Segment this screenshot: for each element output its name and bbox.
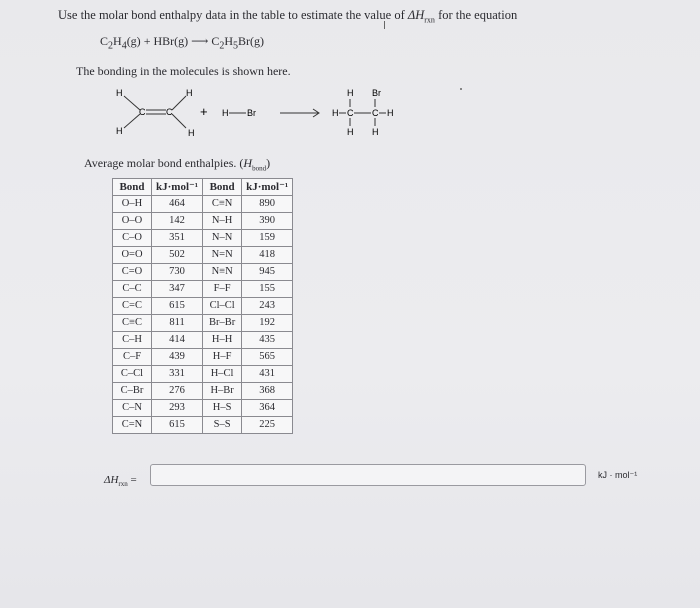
table-row <box>113 196 293 213</box>
bond-cell: C=C <box>113 298 152 315</box>
table-body <box>113 196 293 434</box>
enthalpy-cell: 811 <box>152 315 203 332</box>
enthalpy-cell: 368 <box>242 383 293 400</box>
diagram-plus: + <box>200 104 208 119</box>
atom-h: H <box>188 128 195 138</box>
atom-h: H <box>347 127 354 137</box>
caption-text: Average molar bond enthalpies. <box>84 156 237 170</box>
atom-h: H <box>347 88 354 98</box>
bond-cell: H–Cl <box>203 366 242 383</box>
eq-sub: 5 <box>233 40 239 52</box>
eq-sub: 2 <box>219 40 225 52</box>
atom-c: C <box>166 107 173 117</box>
bond-cell: H–S <box>203 400 242 417</box>
atom-br: Br <box>247 108 256 118</box>
atom-h: H <box>116 126 123 136</box>
bond-cell: C–C <box>113 281 152 298</box>
atom-c: C <box>139 107 146 117</box>
eq-h: H <box>113 34 122 48</box>
answer-input[interactable] <box>150 464 586 486</box>
bond-cell: C–Br <box>113 383 152 400</box>
enthalpy-cell: 414 <box>152 332 203 349</box>
bond-cell: C–Cl <box>113 366 152 383</box>
eq-plus: + <box>143 34 151 48</box>
reaction-arrow-graphic <box>280 109 319 117</box>
header-bond: Bond <box>113 179 152 196</box>
enthalpy-cell: 347 <box>152 281 203 298</box>
bromoethane-structure <box>332 88 394 137</box>
bond-cell: O–H <box>113 196 152 213</box>
molecule-diagram <box>110 88 440 148</box>
bond-cell: C–F <box>113 349 152 366</box>
answer-symbol: ΔH <box>104 474 119 486</box>
bond-cell: C=N <box>113 417 152 434</box>
enthalpy-cell: 615 <box>152 298 203 315</box>
bond-cell: C≡N <box>203 196 242 213</box>
bond-cell: Cl–Cl <box>203 298 242 315</box>
atom-br: Br <box>372 88 381 98</box>
enthalpy-cell: 730 <box>152 264 203 281</box>
bond-cell: Br–Br <box>203 315 242 332</box>
table-row <box>113 315 293 332</box>
question-prefix: Use the molar bond enthalpy data in the table to estimate the value of <box>58 8 405 22</box>
table-row <box>113 349 293 366</box>
eq-state: (g) <box>126 34 141 48</box>
enthalpy-cell: 565 <box>242 349 293 366</box>
atom-h: H <box>222 108 229 118</box>
table-row <box>113 366 293 383</box>
table-row <box>113 264 293 281</box>
header-kjmol: kJ·mol⁻¹ <box>242 179 293 196</box>
ethene-structure <box>116 88 195 138</box>
table-row <box>113 247 293 264</box>
question-text <box>58 8 658 25</box>
atom-h: H <box>387 108 394 118</box>
table-row <box>113 383 293 400</box>
bond-cell: O=O <box>113 247 152 264</box>
bond-cell: C–H <box>113 332 152 349</box>
enthalpy-cell: 945 <box>242 264 293 281</box>
bond-cell: H–F <box>203 349 242 366</box>
bond-cell: H–H <box>203 332 242 349</box>
answer-label <box>104 474 137 488</box>
enthalpy-cell: 243 <box>242 298 293 315</box>
stray-dot <box>460 88 462 90</box>
delta-h-subscript: rxn <box>424 15 435 25</box>
atom-h: H <box>372 127 379 137</box>
answer-equals: = <box>130 474 137 486</box>
atom-h: H <box>116 88 123 98</box>
delta-h-symbol: ΔH <box>407 8 425 22</box>
hbr-structure <box>222 108 256 118</box>
bond-cell: N–H <box>203 213 242 230</box>
table-row <box>113 281 293 298</box>
enthalpy-cell: 351 <box>152 230 203 247</box>
enthalpy-cell: 142 <box>152 213 203 230</box>
bond-cell: S–S <box>203 417 242 434</box>
enthalpy-caption: Average molar bond enthalpies. $(H_{bond})$ <box>84 156 271 173</box>
reaction-arrow: ⟶ <box>191 34 209 48</box>
eq-c: C <box>211 34 220 48</box>
question-suffix: for the equation <box>438 8 518 22</box>
bond-cell: O–O <box>113 213 152 230</box>
enthalpy-cell: 192 <box>242 315 293 332</box>
eq-c: C <box>100 34 109 48</box>
chemical-equation <box>100 34 264 51</box>
bond-cell: N–N <box>203 230 242 247</box>
table-row <box>113 417 293 434</box>
bond-cell: N=N <box>203 247 242 264</box>
enthalpy-cell: 890 <box>242 196 293 213</box>
enthalpy-cell: 431 <box>242 366 293 383</box>
header-kjmol: kJ·mol⁻¹ <box>152 179 203 196</box>
enthalpy-cell: 418 <box>242 247 293 264</box>
atom-h: H <box>186 88 193 98</box>
eq-product-end: Br(g) <box>238 34 265 48</box>
bond-cell: N≡N <box>203 264 242 281</box>
caption-subscript: bond <box>252 164 267 173</box>
caption-symbol: H <box>243 156 253 170</box>
bond-cell: C=O <box>113 264 152 281</box>
table-row <box>113 213 293 230</box>
enthalpy-cell: 159 <box>242 230 293 247</box>
bonding-note: The bonding in the molecules is shown here. <box>76 64 291 78</box>
table-header-row <box>113 179 293 196</box>
bond-cell: C–N <box>113 400 152 417</box>
bond-cell: H–Br <box>203 383 242 400</box>
answer-subscript: rxn <box>118 480 128 489</box>
atom-c: C <box>372 108 379 118</box>
table-row <box>113 332 293 349</box>
enthalpy-cell: 502 <box>152 247 203 264</box>
answer-unit: kJ · mol⁻¹ <box>598 470 638 480</box>
eq-hbr: HBr(g) <box>153 34 189 48</box>
enthalpy-cell: 276 <box>152 383 203 400</box>
bond-cell: F–F <box>203 281 242 298</box>
enthalpy-cell: 435 <box>242 332 293 349</box>
enthalpy-cell: 615 <box>152 417 203 434</box>
eq-h: H <box>224 34 234 48</box>
atom-h: H <box>332 108 339 118</box>
bond-cell: C≡C <box>113 315 152 332</box>
enthalpy-cell: 390 <box>242 213 293 230</box>
bond-cell: C–O <box>113 230 152 247</box>
table-row <box>113 230 293 247</box>
enthalpy-cell: 439 <box>152 349 203 366</box>
enthalpy-cell: 225 <box>242 417 293 434</box>
enthalpy-cell: 331 <box>152 366 203 383</box>
header-bond: Bond <box>203 179 242 196</box>
enthalpy-cell: 293 <box>152 400 203 417</box>
enthalpy-cell: 155 <box>242 281 293 298</box>
enthalpy-cell: 464 <box>152 196 203 213</box>
atom-c: C <box>347 108 354 118</box>
table-row <box>113 298 293 315</box>
enthalpy-cell: 364 <box>242 400 293 417</box>
table-row <box>113 400 293 417</box>
eq-sub: 4 <box>121 40 127 52</box>
eq-sub: 2 <box>108 40 114 52</box>
bond-enthalpy-table <box>112 178 293 434</box>
